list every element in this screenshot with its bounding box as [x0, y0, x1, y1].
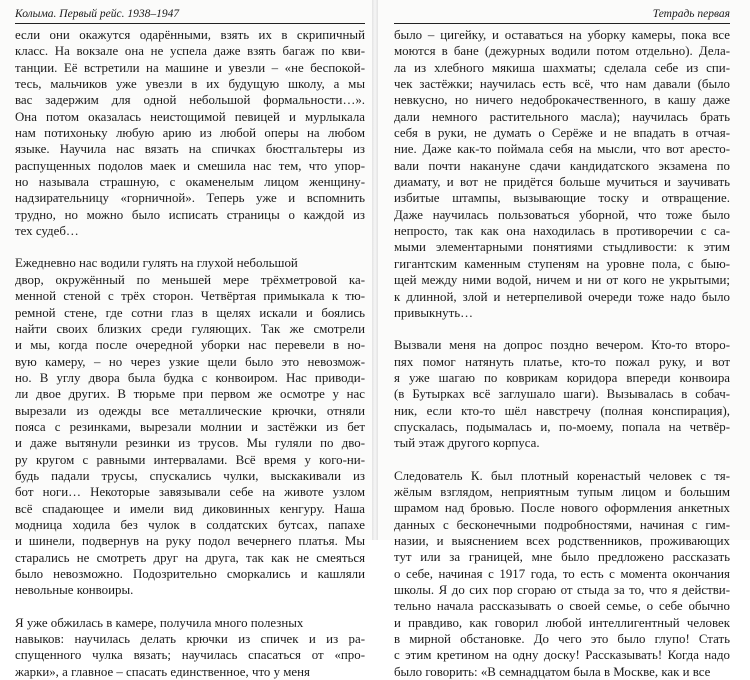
paragraph-gap — [394, 452, 730, 468]
text-line: дали немного растительного масла); научилась брать — [394, 109, 730, 124]
text-line: Ежедневно нас водили гулять на глухой небольшой — [15, 256, 298, 271]
text-line: гигантским каменным ступеням на уровне пола, с быю- — [394, 256, 730, 271]
text-line: но называла страшную, с окаменелым лицом женщину- — [15, 175, 365, 190]
text-line: школы. Я до сих пор сгораю от стыда за то, что я действи- — [394, 583, 730, 597]
text-line: было говорить: «В семнадцатом была в Москве, как и все — [394, 664, 711, 679]
text-line: двор, окружённый по меньшей мере трёхметровой ка- — [15, 272, 365, 287]
text-line: диамату, и вот не придётся больше мучиться и заучивать — [394, 175, 730, 190]
text-line: и шинели, подвернув на руку подол вечернего платья. Мы — [15, 534, 365, 549]
text-line: тех судеб… — [15, 224, 79, 239]
text-line: трудно, но можно было исписать страницы о каждой из — [15, 207, 365, 222]
text-line: спускалась, подымалась и, по-моему, попала на четвёр- — [394, 419, 730, 434]
text-line: вырезали из одежды все металлические крючки, отняли — [15, 403, 365, 418]
text-line: вас задержим для одной небольшой формальности…». — [15, 93, 365, 108]
text-line: избитые штампы, вызывающие тоску и отвращение. — [394, 191, 730, 206]
text-line: танции. Её встретили на машине и увезли – «не беспокой- — [15, 60, 365, 75]
text-line: будь падали трусы, спускались чулки, выскакивали из — [15, 468, 365, 483]
text-line: тельно начала рассказывать о своей семье, о себе обычно — [394, 599, 730, 614]
text-line: Даже научилась пользоваться уборной, что тоже было — [394, 207, 730, 222]
text-line: себя в руки, не думать о Серёже и не впадать в отчая- — [394, 126, 730, 141]
text-line: класс. На вокзале она не успела даже взять багаж по кви- — [15, 44, 365, 59]
text-line: навыков: научилась делать крючки из спичек и из ра- — [15, 632, 365, 647]
text-line: тесь, мальчиков уже увезли в их будущую школу, а мы — [15, 77, 365, 92]
text-line: я уже шагаю по коврикам коридора впереди конвоира — [394, 370, 730, 385]
text-line: с этим кретином на одну доску! Рассказывать! Когда надо — [394, 648, 730, 663]
text-line: пях помог натянуть платье, кто-то пожал руку, и вот — [394, 354, 730, 369]
text-line: тый этаж другого корпуса. — [394, 436, 540, 451]
text-line: Я уже обжилась в камере, получила много полезных — [15, 615, 304, 630]
text-line: найти своих близких среди гуляющих. Так же смотрели — [15, 321, 365, 336]
text-line: ли двое других. В тюрьме при первом же осмотре у нас — [15, 387, 365, 402]
text-line: если они окажутся одарёнными, взять их в скрипичный — [15, 28, 365, 42]
text-line: вали почти накануне сдачи кандидатского экзамена по — [394, 158, 730, 173]
right-page-text — [394, 27, 730, 680]
text-line: надзирательницу «горничной». Теперь уже и вспомнить — [15, 191, 365, 206]
text-line: невкусно, но ничего недоброкачественного, в кашу даже — [394, 93, 730, 108]
text-line: пояса с резинками, вырезали молнии и застёжки из бет — [15, 419, 365, 434]
text-line: но. В углу двора была будка с конвоиром. Нас приводи- — [15, 370, 365, 385]
text-line: жарки», а главное – спасать единственное, что у меня — [15, 664, 310, 679]
text-line: бот ноги… Некоторые завязывали себе на животе узлом — [15, 485, 365, 500]
left-page-text — [15, 27, 365, 680]
text-line: к длинной, злой и нетерпеливой очереди тоже надо было — [394, 289, 730, 304]
text-line: и мы, когда после очередной уборки нас перевели в но- — [15, 338, 365, 353]
text-line: ремной стене, где сотни глаз в щелях искали и боялись — [15, 305, 365, 320]
text-line: (в Бутырках всё заглушало шаги). Вызывалась в собач- — [394, 387, 730, 402]
text-line: данных с бесконечными подробностями, начиная с гим- — [394, 517, 730, 532]
text-line: Вызвали меня на допрос поздно вечером. Кто-то второ- — [394, 338, 730, 353]
left-page — [15, 0, 365, 679]
text-line: Следователь К. был плотный коренастый человек с тя- — [394, 468, 730, 483]
text-line: нам потихоньку любую арию из любой оперы на любом — [15, 126, 365, 141]
text-line: назии, и выяснением всех родственников, проживающих — [394, 533, 730, 548]
paragraph-gap — [394, 321, 730, 337]
paragraph — [394, 468, 730, 680]
text-line: жёлым взглядом, неприятным тупым лицом и большим — [394, 484, 730, 499]
book-gutter — [372, 0, 378, 540]
text-line: ние. Даже как-то поймала себя на мысли, что вот аресто- — [394, 142, 730, 157]
text-line: ла из хлебного мякиша шахматы; сделала себе из спи- — [394, 60, 730, 75]
text-line: было – цигейку, и оставаться на уборку камеры, пока все — [394, 28, 730, 42]
text-line: языке. Научила нас вязать на спичках бюстгальтеры из — [15, 142, 365, 157]
text-line: ник, если кто-то шёл навстречу (полная конспирация), — [394, 403, 730, 418]
text-line: было невозможно. Подозрительно сморкались и кашляли — [15, 567, 365, 581]
text-line: чек застёжки; научилась есть всё, что нам давали (было — [394, 77, 730, 92]
paragraph-gap — [15, 599, 365, 615]
text-line: старались не смотреть друг на друга, так как не смеяться — [15, 550, 365, 565]
paragraph — [394, 337, 730, 451]
text-line: мыми элементарными понятиями стыдливости: к этим — [394, 240, 730, 255]
text-line: модница ходила без чулок в солдатских бутсах, папахе — [15, 517, 365, 532]
text-line: щей между ними водой, ничем и ни от кого не укрытыми; — [394, 273, 730, 288]
text-line: непросто, так как она находилась в противоречии с са- — [394, 224, 730, 239]
left-running-head: Колыма. Первый рейс. 1938–1947 — [15, 5, 365, 24]
right-running-head: Тетрадь первая — [394, 5, 730, 24]
right-page — [394, 0, 730, 679]
text-line: менной стеной с трёх сторон. Четвёртая примыкала к тю- — [15, 289, 365, 304]
text-line: спущенного чулка вязать; научилась спасаться от «про- — [15, 648, 365, 663]
text-line: шрамом над бровью. После нового оформления анкетных — [394, 501, 730, 516]
text-line: Она потом оказалась неистощимой певицей и мурлыкала — [15, 109, 365, 124]
text-line: и правдиво, как говорил любой интеллигентный человек — [394, 615, 730, 630]
text-line: тут или за границей, мне было предложено рассказать — [394, 550, 730, 565]
paragraph-gap — [15, 239, 365, 255]
text-line: всё спадающее и имели вид диковинных кенгуру. Наша — [15, 501, 365, 516]
text-line: привыкнуть… — [394, 305, 473, 320]
paragraph — [15, 255, 365, 598]
text-line: и даже вытянули резинки из трусов. Мы гуляли по дво- — [15, 436, 365, 451]
paragraph — [394, 27, 730, 321]
text-line: моются в бане (дежурных водили потом отдельно). Дела- — [394, 44, 730, 59]
text-line: о себе, начиная с 1917 года, то есть с момента окончания — [394, 566, 730, 581]
text-line: в мирной обстановке. До чего это было глупо! Стать — [394, 632, 730, 647]
paragraph — [15, 27, 365, 239]
paragraph — [15, 615, 365, 680]
text-line: вую камеру, – но через узкие щели было это невозмож- — [15, 354, 365, 369]
text-line: невольные конвоиры. — [15, 583, 134, 598]
text-line: распущенных подолов маек и смешила нас тем, что упор- — [15, 158, 365, 173]
text-line: ру кругом с равными интервалами. Всё время у кого-ни- — [15, 452, 365, 467]
